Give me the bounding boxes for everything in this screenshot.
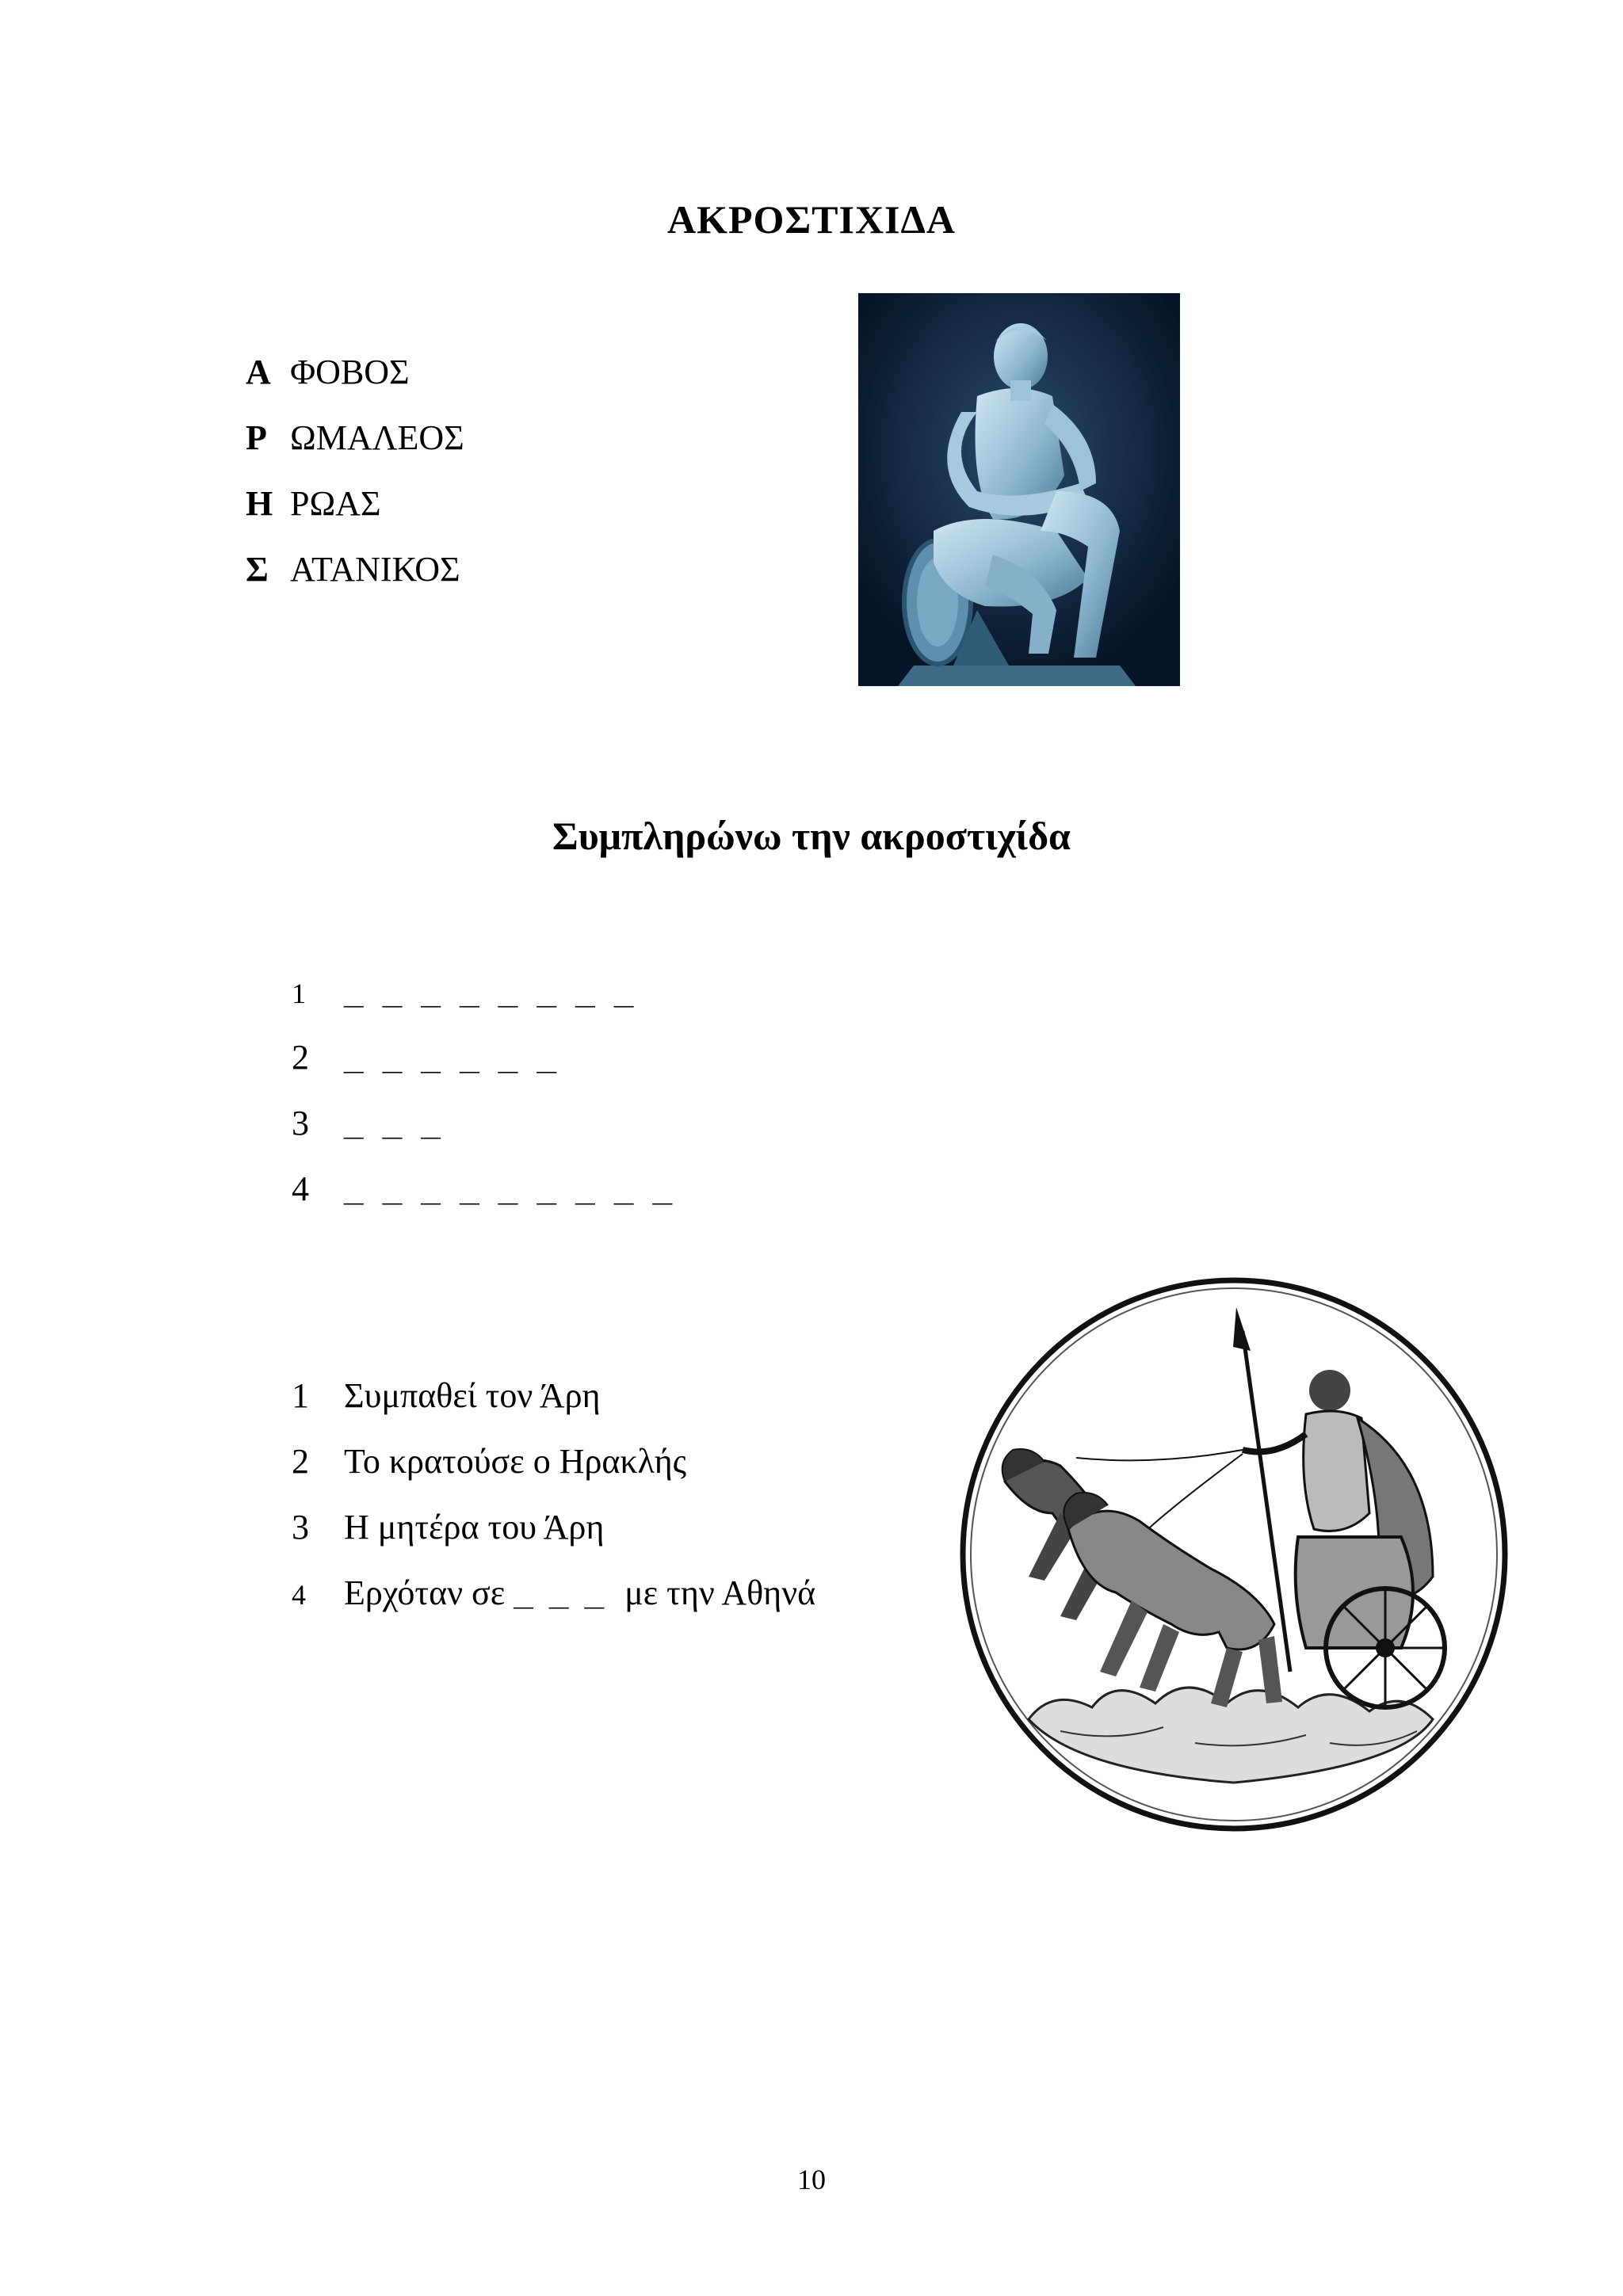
acrostic-letter: Α <box>246 353 271 391</box>
answer-number: 1 <box>292 978 306 1009</box>
clue-text: Συμπαθεί τον Άρη <box>344 1376 601 1415</box>
clue-row <box>292 1372 601 1420</box>
answer-number: 3 <box>292 1104 309 1142</box>
acrostic-row <box>246 546 460 593</box>
clue-text-after: με την Αθηνά <box>624 1573 816 1612</box>
answer-number: 4 <box>292 1169 309 1208</box>
clue-text: Το κρατούσε ο Ηρακλής <box>344 1442 687 1481</box>
clue-row <box>292 1569 815 1617</box>
answer-blank[interactable]: _ _ _ <box>344 1104 445 1142</box>
answer-row <box>292 1034 561 1081</box>
clue-number: 1 <box>292 1376 309 1415</box>
ares-statue-image <box>858 293 1180 686</box>
clue-number: 3 <box>292 1508 309 1547</box>
acrostic-word: ΦΟΒΟΣ <box>290 353 410 391</box>
subtitle: Συμπληρώνω την ακροστιχίδα <box>552 814 1071 858</box>
answer-row <box>292 1100 445 1147</box>
clue-inline-blank[interactable]: _ _ _ <box>514 1573 608 1612</box>
acrostic-word: ΡΩΑΣ <box>290 484 381 523</box>
clue-row <box>292 1504 604 1551</box>
acrostic-row <box>246 480 381 528</box>
page-number: 10 <box>797 2164 826 2195</box>
acrostic-row <box>246 349 410 396</box>
clue-text: Η μητέρα του Άρη <box>344 1508 605 1547</box>
answer-row <box>292 1165 677 1213</box>
page-title: ΑΚΡΟΣΤΙΧΙΔΑ <box>667 197 956 242</box>
answer-row <box>292 968 638 1016</box>
clue-row <box>292 1438 686 1486</box>
acrostic-row <box>246 414 464 462</box>
acrostic-letter: Η <box>246 484 273 523</box>
acrostic-word: ΩΜΑΛΕΟΣ <box>290 418 464 457</box>
acrostic-letter: Ρ <box>246 418 267 457</box>
chariot-medallion-image <box>957 1276 1510 1833</box>
answer-blank[interactable]: _ _ _ _ _ _ _ _ <box>344 972 639 1011</box>
acrostic-word: ΑΤΑΝΙΚΟΣ <box>290 550 460 589</box>
clue-text-before: Ερχόταν σε <box>344 1573 506 1612</box>
clue-number: 2 <box>292 1442 309 1481</box>
clue-number: 4 <box>292 1579 306 1611</box>
answer-blank[interactable]: _ _ _ _ _ _ _ _ _ <box>344 1169 678 1208</box>
acrostic-letter: Σ <box>246 550 269 589</box>
answer-blank[interactable]: _ _ _ _ _ _ <box>344 1038 561 1077</box>
answer-number: 2 <box>292 1038 309 1077</box>
